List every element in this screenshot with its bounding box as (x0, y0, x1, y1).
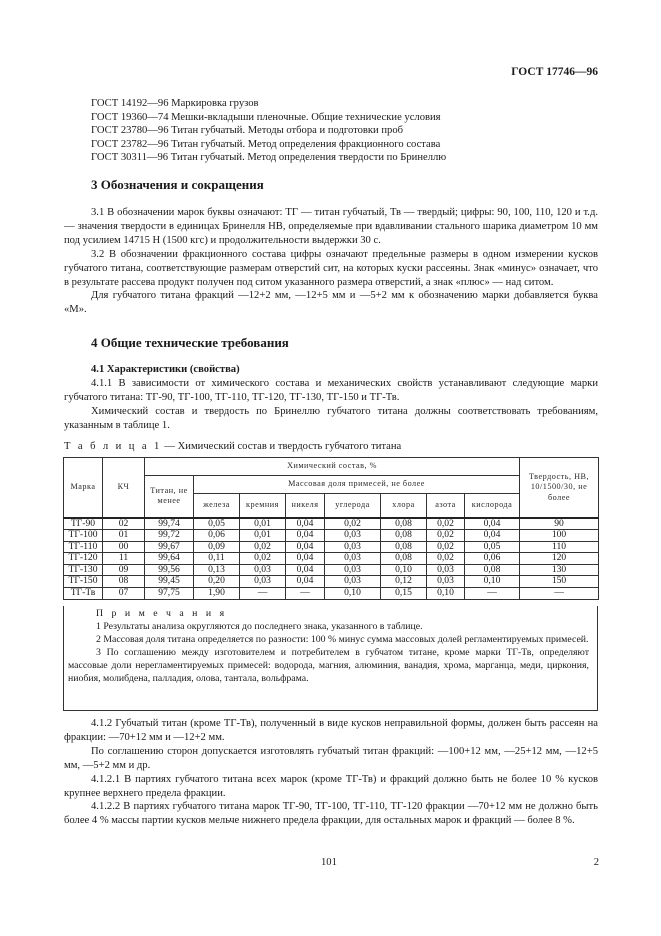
cell: 0,08 (381, 518, 427, 530)
cell: ТГ-110 (64, 541, 103, 553)
cell: 0,04 (465, 518, 520, 530)
cell: 0,05 (194, 518, 240, 530)
col-header-marka: Марка (64, 458, 103, 518)
cell: 0,01 (240, 518, 286, 530)
cell: 150 (520, 576, 599, 588)
cell: 97,75 (145, 588, 194, 600)
cell: 00 (103, 541, 145, 553)
cell: 0,03 (240, 576, 286, 588)
page-number-center: 101 (321, 857, 337, 868)
cell: 130 (520, 564, 599, 576)
section-4-title: 4 Общие технические требования (91, 335, 289, 350)
table-notes (63, 606, 598, 711)
paragraph: 3.2 В обозначении фракционного состава цифры означают предельные размеры в одном измерении кусков губчатого титана, соответствующие размерам отверстий сит, на которых куски рассеяны. Знак «минус» означает, что в результате рассева продукт получен под ситом указанного размера отверстий, а знак «плюс» — над ситом. (64, 248, 598, 288)
col-header-hardness: Твердость, НВ, 10/1500/30, не более (520, 458, 599, 518)
cell: 08 (103, 576, 145, 588)
cell: 0,15 (381, 588, 427, 600)
cell: 100 (520, 530, 599, 542)
col-header-element: железа (194, 494, 240, 518)
col-header-chem: Химический состав, % (145, 458, 520, 476)
table-caption (64, 441, 401, 452)
cell: — (520, 588, 599, 600)
reference-item: ГОСТ 19360—74 Мешки-вкладыши пленочные. Общие технические условия (91, 111, 441, 123)
cell: 0,08 (381, 541, 427, 553)
cell: 99,56 (145, 564, 194, 576)
cell: 0,02 (427, 518, 465, 530)
paragraph: 4.1.1 В зависимости от химического состава и механических свойств устанавливают следующие марки губчатого титана: ТГ-90, ТГ-100, ТГ-110, ТГ-120, ТГ-130, ТГ-150 и ТГ-Тв. (64, 378, 598, 403)
cell: 1,90 (194, 588, 240, 600)
cell: 99,64 (145, 553, 194, 565)
cell: 0,11 (194, 553, 240, 565)
cell: 0,03 (325, 541, 381, 553)
note-item: 2 Массовая доля титана определяется по разности: 100 % минус сумма массовых долей регламентируемых примесей. (96, 633, 589, 645)
cell: 0,03 (325, 530, 381, 542)
cell: 0,03 (427, 576, 465, 588)
cell: 0,04 (286, 576, 325, 588)
cell: 01 (103, 530, 145, 542)
chemical-composition-table (63, 457, 599, 600)
cell: 0,03 (325, 576, 381, 588)
table-row (64, 541, 599, 553)
cell: 0,10 (381, 564, 427, 576)
cell: — (465, 588, 520, 600)
cell: 99,72 (145, 530, 194, 542)
cell: 0,02 (427, 553, 465, 565)
cell: 0,04 (286, 518, 325, 530)
paragraph: 3.1 В обозначении марок буквы означают: ТГ — титан губчатый, Тв — твердый; цифры: 90, 100, 110, 120 и т.д. — значения твердости в единицах Бринелля НВ, определяемые при вдавливании стального шарика диаметром 10 мм под усилием 14715 Н (1500 кгс) и продолжительности выдержки 30 с. (64, 207, 598, 246)
cell: — (286, 588, 325, 600)
notes-title: П р и м е ч а н и я (96, 608, 228, 619)
cell: 0,02 (427, 541, 465, 553)
cell: ТГ-150 (64, 576, 103, 588)
cell: 11 (103, 553, 145, 565)
paragraph: 4.1.2.2 В партиях губчатого титана марок ТГ-90, ТГ-100, ТГ-110, ТГ-120 фракции —70+12 мм не должно быть более 4 % массы партии кусков мельче нижнего предела фракции, для остальных марок и фракций — более 8 %. (64, 801, 598, 827)
table-row (64, 576, 599, 588)
cell: 0,04 (286, 553, 325, 565)
reference-item: ГОСТ 14192—96 Маркировка грузов (91, 98, 259, 109)
cell: 0,04 (286, 564, 325, 576)
cell: 0,06 (465, 553, 520, 565)
paragraph: Химический состав и твердость по Бринеллю губчатого титана должны соответствовать требованиям, указанным в таблице 1. (64, 405, 598, 431)
paragraph: 4.1.2.1 В партиях губчатого титана всех марок (кроме ТГ-Тв) и фракций должно быть не более 10 % кусков крупнее верхнего предела фракции. (64, 773, 598, 799)
table-row (64, 553, 599, 565)
cell: 0,02 (427, 530, 465, 542)
cell: 0,04 (286, 541, 325, 553)
cell: 0,02 (240, 553, 286, 565)
col-header-element: кремния (240, 494, 286, 518)
cell: 99,67 (145, 541, 194, 553)
cell: 0,10 (427, 588, 465, 600)
cell: 0,08 (381, 530, 427, 542)
cell: 0,10 (465, 576, 520, 588)
table-row (64, 588, 599, 600)
cell: ТГ-130 (64, 564, 103, 576)
doc-header: ГОСТ 17746—96 (511, 66, 598, 78)
note-item: 3 По соглашению между изготовителем и потребителем в губчатом титане, кроме марки ТГ-Тв, определяют массовые доли нерегламентируемых примесей: водорода, магния, алюминия, ванадия, хрома, марганца, меди, циркония, ниобия, молибдена, палладия, олова, тантала, вольфрама. (68, 646, 589, 684)
cell: ТГ-120 (64, 553, 103, 565)
cell: ТГ-90 (64, 518, 103, 530)
cell: 0,04 (465, 530, 520, 542)
col-header-element: углерода (325, 494, 381, 518)
section-4-1-2-body (64, 717, 598, 828)
cell: 0,03 (240, 564, 286, 576)
cell: 0,08 (381, 553, 427, 565)
cell: 0,03 (325, 553, 381, 565)
cell: 0,05 (465, 541, 520, 553)
paragraph: По соглашению сторон допускается изготовлять губчатый титан фракций: —100+12 мм, —25+12 мм, —12+5 мм, —5+2 мм и др. (64, 745, 598, 771)
cell: 0,08 (465, 564, 520, 576)
cell: 99,45 (145, 576, 194, 588)
normative-references (91, 97, 446, 165)
col-header-element: азота (427, 494, 465, 518)
cell: 07 (103, 588, 145, 600)
note-item: 1 Результаты анализа округляются до последнего знака, указанного в таблице. (96, 620, 423, 632)
cell: 90 (520, 518, 599, 530)
paragraph: 4.1.2 Губчатый титан (кроме ТГ-Тв), полученный в виде кусков неправильной формы, должен быть рассеян на фракции: —70+12 мм и —12+2 мм. (64, 718, 598, 743)
cell: ТГ-Тв (64, 588, 103, 600)
cell: 0,03 (325, 564, 381, 576)
col-header-element: кислорода (465, 494, 520, 518)
cell: 120 (520, 553, 599, 565)
table-row (64, 530, 599, 542)
col-header-element: хлора (381, 494, 427, 518)
cell: 09 (103, 564, 145, 576)
cell: 99,74 (145, 518, 194, 530)
reference-item: ГОСТ 23780—96 Титан губчатый. Методы отбора и подготовки проб (91, 125, 404, 137)
table-caption-label: Т а б л и ц а 1 (64, 441, 162, 452)
col-header-element: никеля (286, 494, 325, 518)
cell: ТГ-100 (64, 530, 103, 542)
section-3-title: 3 Обозначения и сокращения (91, 177, 264, 192)
paragraph: Для губчатого титана фракций —12+2 мм, —12+5 мм и —5+2 мм к обозначению марки добавляется буква «М». (64, 290, 598, 316)
cell: 0,02 (325, 518, 381, 530)
table-row (64, 564, 599, 576)
cell: 0,13 (194, 564, 240, 576)
cell: 0,03 (427, 564, 465, 576)
table-row (64, 518, 599, 530)
col-header-titan: Титан, не менее (145, 476, 194, 518)
page-number-right: 2 (593, 857, 599, 868)
cell: 110 (520, 541, 599, 553)
cell: 0,10 (325, 588, 381, 600)
cell: 0,09 (194, 541, 240, 553)
section-4-body (64, 377, 598, 433)
cell: 0,02 (240, 541, 286, 553)
subsection-4-1-title: 4.1 Характеристики (свойства) (91, 364, 240, 375)
cell: 02 (103, 518, 145, 530)
col-header-kch: КЧ (103, 458, 145, 518)
table-caption-text: — Химический состав и твердость губчатого титана (161, 441, 402, 452)
cell: 0,04 (286, 530, 325, 542)
reference-item: ГОСТ 23782—96 Титан губчатый. Метод определения фракционного состава (91, 138, 441, 150)
reference-item: ГОСТ 30311—96 Титан губчатый. Метод определения твердости по Бринеллю (91, 152, 447, 164)
cell: 0,12 (381, 576, 427, 588)
cell: — (240, 588, 286, 600)
cell: 0,20 (194, 576, 240, 588)
cell: 0,06 (194, 530, 240, 542)
col-header-impurities: Массовая доля примесей, не более (194, 476, 520, 494)
cell: 0,01 (240, 530, 286, 542)
section-3-body (64, 206, 598, 317)
